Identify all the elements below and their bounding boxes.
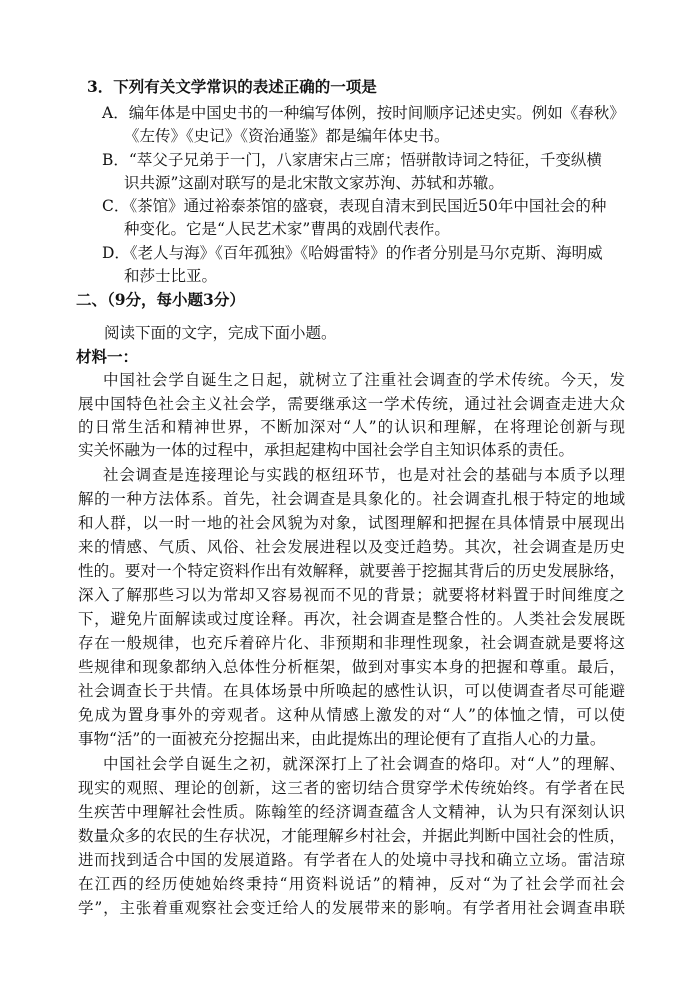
passage-line: 生疾苦中理解社会性质。陈翰笙的经济调查蕴含人文精神，认为只有深刻认识 [78, 803, 625, 821]
section-2-heading: 二、（9分，每小题3分） [76, 290, 245, 309]
reading-instruction: 阅读下面的文字，完成下面小题。 [104, 324, 337, 342]
passage-line: 学”，主张着重观察社会变迁给人的发展带来的影响。有学者用社会调查串联 [78, 899, 625, 917]
passage-line: 在江西的经历使她始终秉持“用资料说话”的精神，反对“为了社会学而社会 [78, 875, 625, 893]
passage-line: 现实的观照、理论的创新，这三者的密切结合贯穿学术传统始终。有学者在民 [78, 779, 625, 797]
option-d-line-1: D．《老人与海》《百年孤独》《哈姆雷特》的作者分别是马尔克斯、海明威 [102, 244, 603, 262]
passage-line: 展中国特色社会主义社会学，需要继承这一学术传统，通过社会调查走进大众 [78, 395, 625, 413]
passage-line: 的日常生活和精神世界，不断加深对“人”的认识和理解，在将理论创新与现 [78, 418, 625, 436]
passage-line: 来的情感、气质、风俗、社会发展进程以及变迁趋势。其次，社会调查是历史 [78, 538, 625, 556]
option-a-line-2: 《左传》《史记》《资治通鉴》都是编年体史书。 [124, 127, 450, 145]
passage-line: 些规律和现象都纳入总体性分析框架，做到对事实本身的把握和尊重。最后， [78, 658, 625, 676]
passage-line: 中国社会学自诞生之日起，就树立了注重社会调查的学术传统。今天，发 [103, 371, 625, 389]
passage-line: 事物“活”的一面被充分挖掘出来，由此提炼出的理论便有了直指人心的力量。 [78, 730, 606, 748]
option-b-line-2: 识共源”这副对联写的是北宋散文家苏洵、苏轼和苏辙。 [124, 174, 504, 192]
passage-line: 解的一种方法体系。首先，社会调查是具象化的。社会调查扎根于特定的地域 [78, 490, 625, 508]
option-b-line-1: B．“萃父子兄弟于一门，八家唐宋占三席；悟骈散诗词之特征，千变纵横 [102, 151, 602, 169]
passage-line: 实关怀融为一体的过程中，承担起建构中国社会学自主知识体系的责任。 [78, 441, 575, 459]
passage-line: 免成为置身事外的旁观者。这种从情感上激发的对“人”的体恤之情，可以使 [78, 706, 625, 724]
option-d-line-2: 和莎士比亚。 [124, 267, 218, 285]
passage-line: 中国社会学自诞生之初，就深深打上了社会调查的烙印。对“人”的理解、 [103, 755, 625, 773]
passage-line: 数量众多的农民的生存状况，才能理解乡村社会，并据此判断中国社会的性质， [78, 827, 625, 845]
passage-line: 深入了解那些习以为常却又容易视而不见的背景；就要将材料置于时间维度之 [78, 586, 625, 604]
option-c-line-1: C．《茶馆》通过裕泰茶馆的盛衰，表现自清末到民国近50年中国社会的种 [102, 197, 607, 215]
passage-line: 和人群，以一时一地的社会风貌为对象，试图理解和把握在具体情景中展现出 [78, 514, 625, 532]
passage-line: 社会调查长于共情。在具体场景中所唤起的感性认识，可以使调查者尽可能避 [78, 682, 625, 700]
option-c-line-2: 种变化。它是“人民艺术家”曹禺的戏剧代表作。 [124, 220, 450, 238]
passage-line: 社会调查是连接理论与实践的枢纽环节，也是对社会的基础与本质予以理 [103, 466, 625, 484]
material-one-label: 材料一： [76, 347, 139, 366]
passage-line: 进而找到适合中国的发展道路。有学者在人的处境中寻找和确立立场。雷洁琼 [78, 851, 625, 869]
passage-line: 性的。要对一个特定资料作出有效解释，就要善于挖掘其背后的历史发展脉络， [78, 562, 625, 580]
passage-line: 存在一般规律，也充斥着碎片化、非预期和非理性现象，社会调查就是要将这 [78, 634, 625, 652]
passage-line: 下，避免片面解读或过度诠释。再次，社会调查是整合性的。人类社会发展既 [78, 610, 625, 628]
option-a-line-1: A．编年体是中国史书的一种编写体例，按时间顺序记述史实。例如《春秋》 [102, 104, 625, 122]
question-3-stem: 3．下列有关文学常识的表述正确的一项是 [87, 77, 377, 96]
